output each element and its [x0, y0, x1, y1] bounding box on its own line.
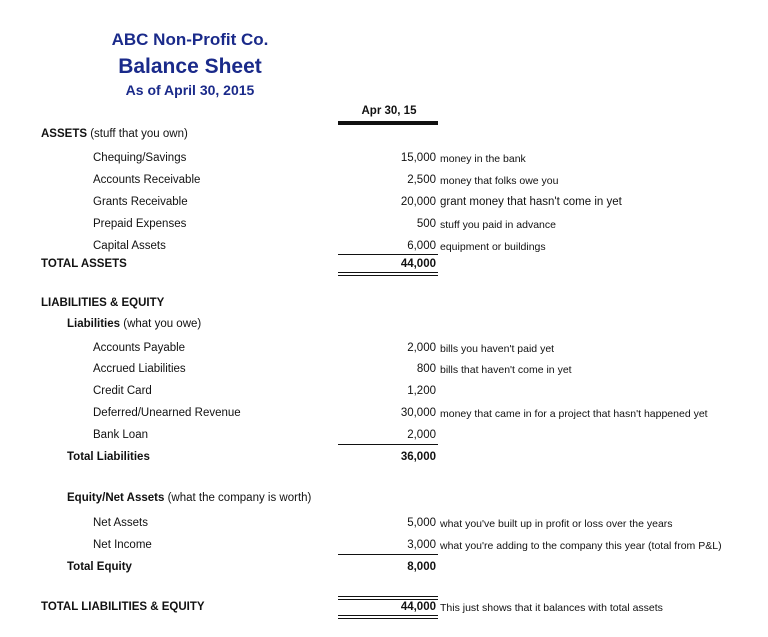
liabilities-heading-label: Liabilities: [67, 318, 121, 330]
asset-label: Grants Receivable: [93, 196, 188, 208]
equity-label: Net Income: [93, 539, 152, 551]
total-equity-value: 8,000: [407, 561, 436, 573]
liability-label: Accounts Payable: [93, 342, 186, 354]
asset-note: money in the bank: [440, 153, 526, 165]
asset-value: 500: [416, 218, 436, 230]
equity-label: Net Assets: [93, 517, 148, 529]
asset-value: 2,500: [407, 174, 436, 186]
total-liabilities-equity-note: This just shows that it balances with total assets: [440, 602, 663, 614]
equity-heading: [67, 492, 311, 504]
company-name: ABC Non-Profit Co.: [111, 30, 269, 49]
liability-label: Accrued Liabilities: [93, 363, 186, 375]
equity-note: what you've built up in profit or loss over the years: [440, 518, 673, 530]
equity-note: what you're adding to the company this year (total from P&L): [440, 540, 722, 552]
column-header-rule: [338, 121, 438, 125]
asset-note: money that folks owe you: [440, 175, 559, 187]
asset-label: Capital Assets: [93, 240, 166, 252]
liabilities-heading-note: (what you owe): [123, 318, 202, 330]
total-double-rule: [338, 272, 438, 276]
liabilities-heading: [67, 318, 201, 330]
liability-note: money that came in for a project that hasn't happened yet: [440, 408, 708, 420]
asset-note: grant money that hasn't come in yet: [440, 196, 622, 208]
report-date: As of April 30, 2015: [125, 82, 255, 98]
total-equity-label: Total Equity: [67, 561, 132, 573]
subtotal-rule: [338, 444, 438, 445]
liability-note: bills that haven't come in yet: [440, 364, 572, 376]
liability-label: Bank Loan: [93, 429, 148, 441]
liability-label: Credit Card: [93, 385, 152, 397]
asset-label: Chequing/Savings: [93, 152, 187, 164]
assets-heading: [41, 128, 188, 140]
liability-label: Deferred/Unearned Revenue: [93, 407, 241, 419]
equity-value: 3,000: [407, 539, 436, 551]
equity-value: 5,000: [407, 517, 436, 529]
asset-label: Accounts Receivable: [93, 174, 201, 186]
report-title: Balance Sheet: [118, 55, 262, 78]
total-liabilities-value: 36,000: [400, 451, 436, 463]
total-liabilities-equity-label: TOTAL LIABILITIES & EQUITY: [41, 601, 205, 613]
asset-label: Prepaid Expenses: [93, 218, 187, 230]
asset-value: 15,000: [400, 152, 436, 164]
assets-heading-note: (stuff that you own): [90, 128, 188, 140]
total-assets-value: 44,000: [400, 258, 436, 270]
liability-value: 2,000: [407, 429, 436, 441]
liability-value: 2,000: [407, 342, 436, 354]
liability-value: 1,200: [407, 385, 436, 397]
liability-note: bills you haven't paid yet: [440, 343, 555, 355]
liability-value: 800: [416, 363, 436, 375]
asset-note: equipment or buildings: [440, 241, 546, 253]
total-liabilities-equity-value: 44,000: [400, 601, 436, 613]
liabilities-equity-heading: LIABILITIES & EQUITY: [41, 297, 165, 309]
equity-heading-label: Equity/Net Assets: [67, 492, 165, 504]
grand-total-top-rule: [338, 596, 438, 600]
subtotal-rule: [338, 554, 438, 555]
subtotal-rule: [338, 254, 438, 255]
liability-value: 30,000: [400, 407, 436, 419]
asset-value: 6,000: [407, 240, 436, 252]
asset-value: 20,000: [400, 196, 436, 208]
equity-heading-note: (what the company is worth): [167, 492, 312, 504]
assets-heading-label: ASSETS: [41, 128, 88, 140]
column-header: Apr 30, 15: [361, 105, 417, 117]
total-assets-label: TOTAL ASSETS: [41, 258, 127, 270]
total-liabilities-label: Total Liabilities: [67, 451, 150, 463]
asset-note: stuff you paid in advance: [440, 219, 556, 231]
grand-total-double-rule: [338, 615, 438, 619]
